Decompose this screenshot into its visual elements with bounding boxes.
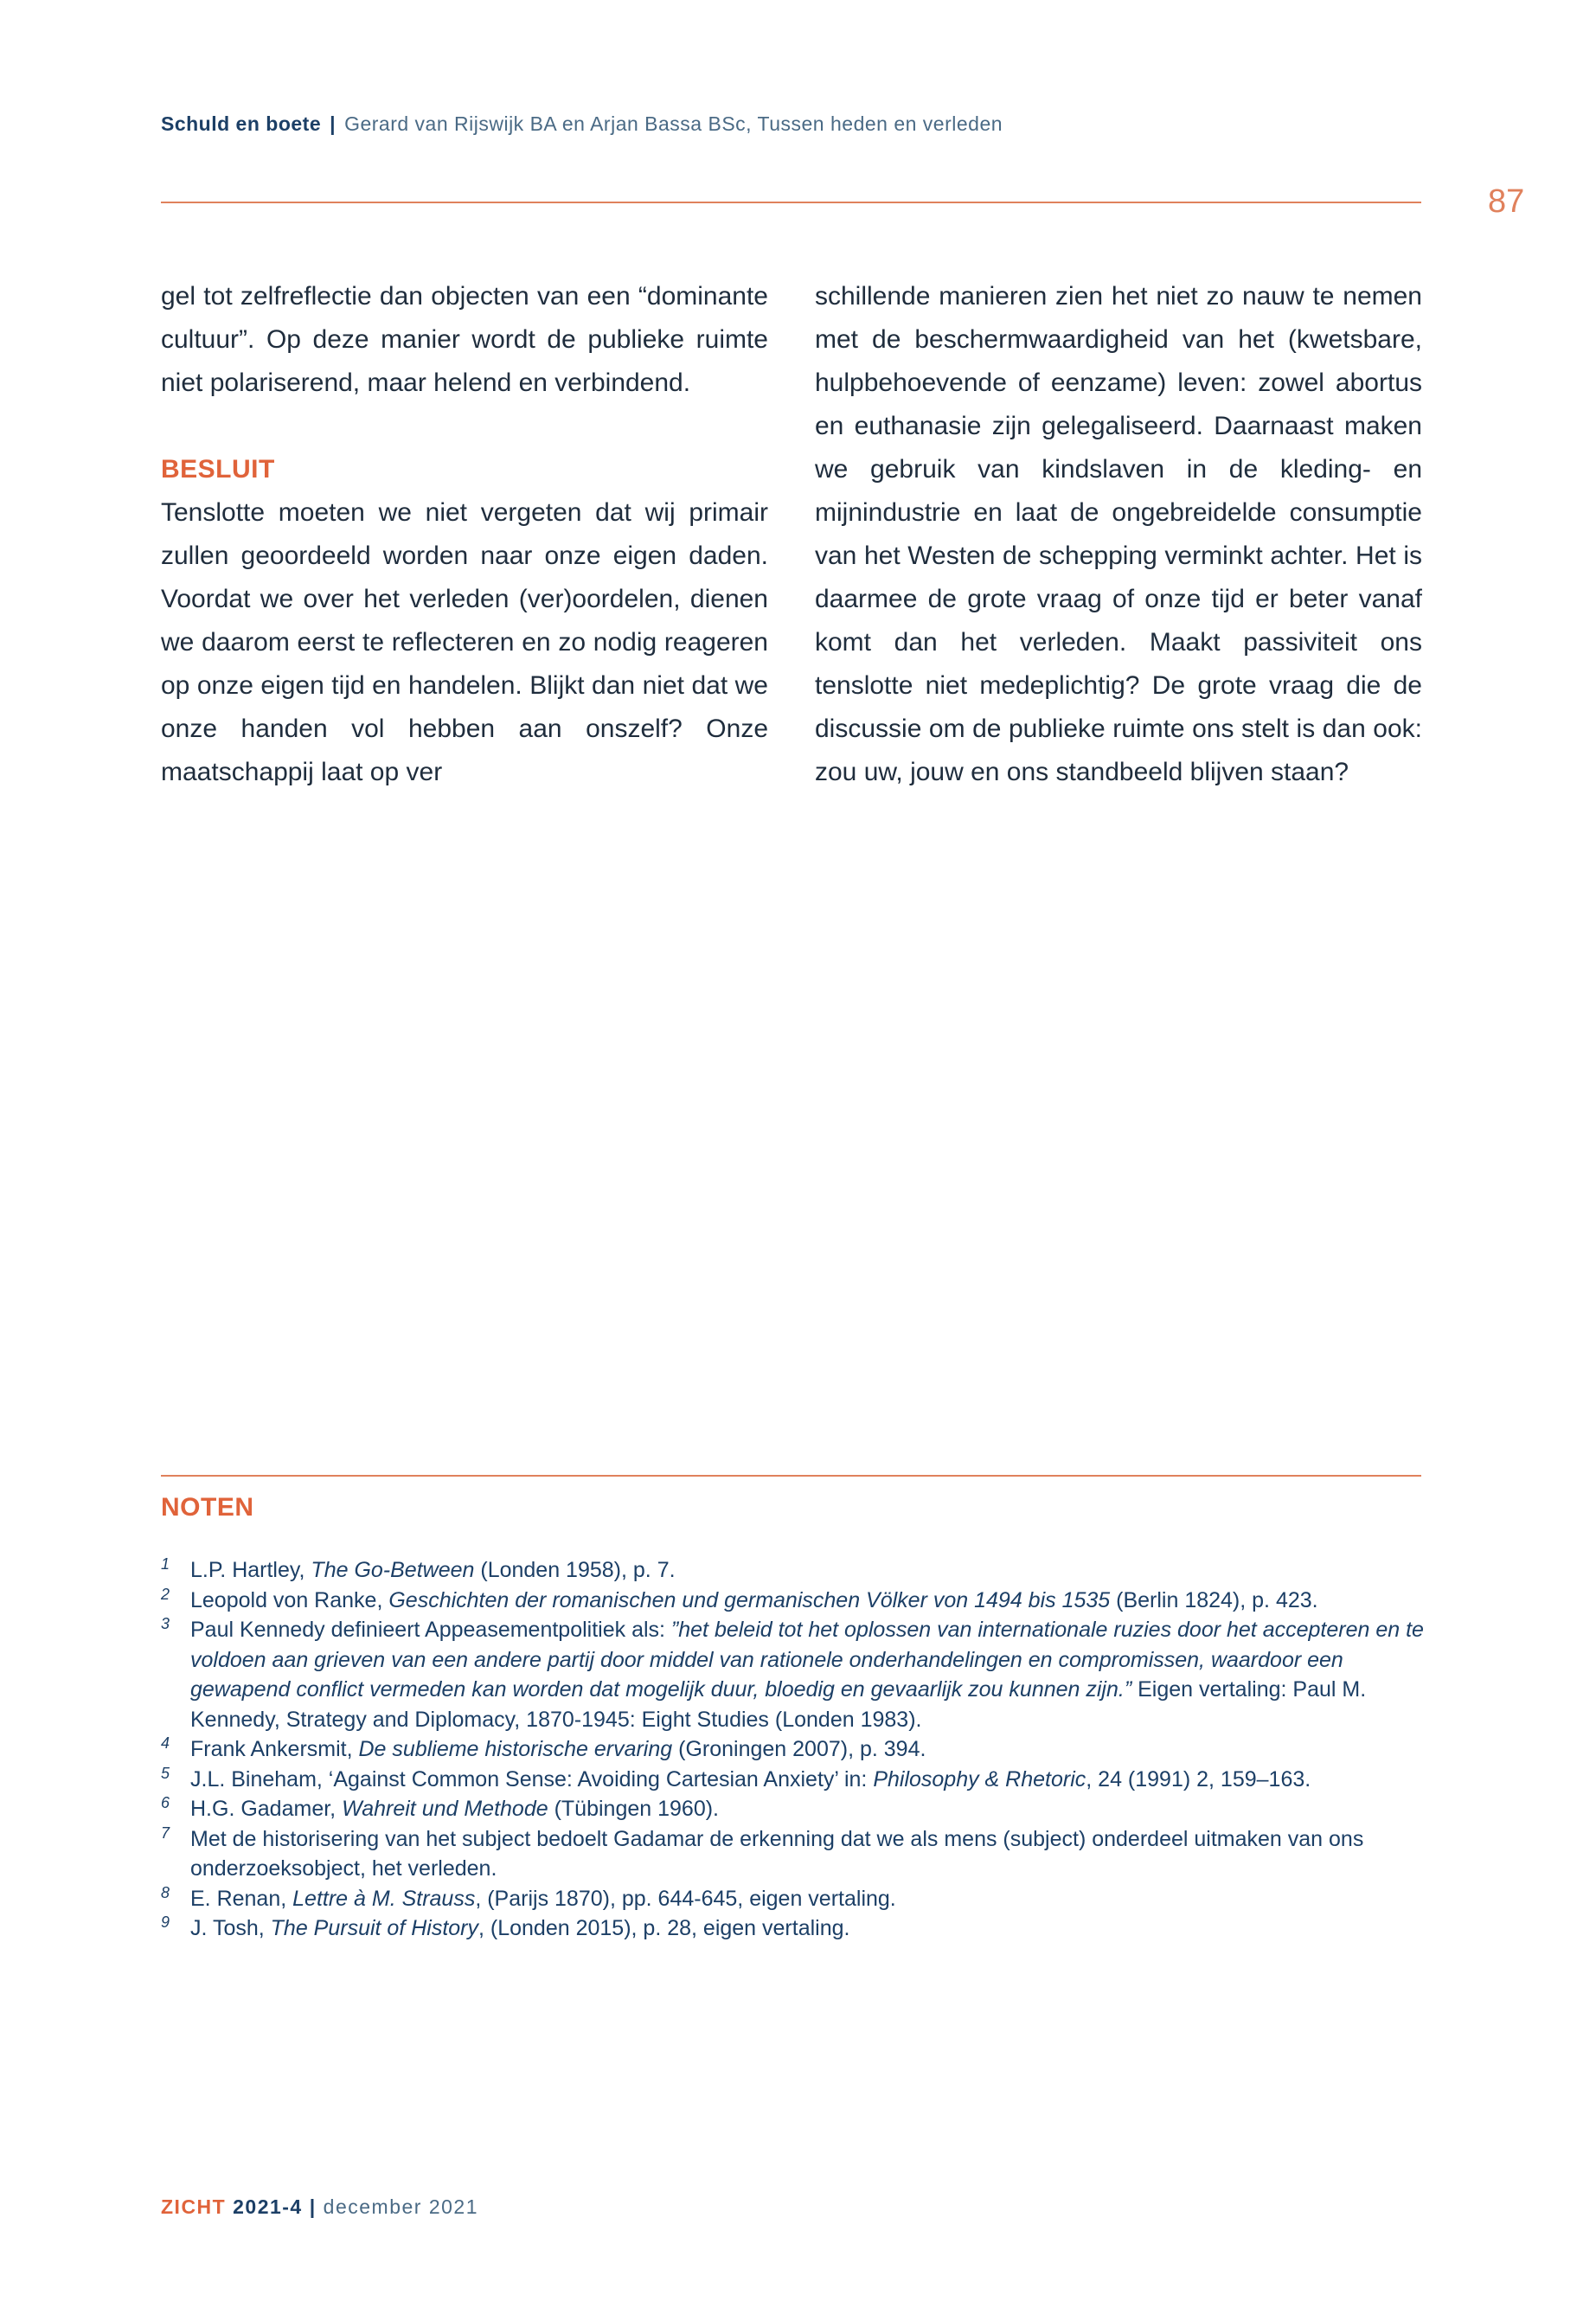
note-text-end: (Groningen 2007), p. 394. — [672, 1737, 926, 1761]
note-number: 7 — [161, 1823, 170, 1842]
note-text: Frank Ankersmit, — [190, 1737, 359, 1761]
note-text: Paul Kennedy definieert Appeasementpolitiek als: — [190, 1618, 671, 1642]
header-separator: | — [330, 112, 337, 135]
note-item — [161, 1824, 1424, 1884]
note-text: Met de historisering van het subject bedoelt Gadamar de erkenning dat we als mens (subject) onderdeel uitmaken van ons onderzoeksobject, het verleden. — [190, 1826, 1364, 1881]
note-text: J. Tosh, — [190, 1916, 271, 1940]
notes-rule — [161, 1475, 1421, 1477]
note-number: 2 — [161, 1585, 170, 1603]
left-column — [161, 275, 768, 794]
footer — [161, 2195, 478, 2219]
footer-date: december 2021 — [323, 2195, 479, 2218]
note-text: L.P. Hartley, — [190, 1558, 311, 1582]
note-text-end: , (Londen 2015), p. 28, eigen vertaling. — [478, 1916, 850, 1940]
note-item — [161, 1765, 1424, 1795]
note-text-end: (Berlin 1824), p. 423. — [1110, 1587, 1318, 1612]
note-number: 4 — [161, 1734, 170, 1752]
note-italic: Philosophy & Rhetoric — [873, 1766, 1086, 1791]
note-italic: De sublieme historische ervaring — [358, 1737, 673, 1761]
right-column — [815, 275, 1422, 794]
note-number: 1 — [161, 1555, 170, 1573]
note-text-end: Eigen vertaling: Paul M. Kennedy, Strategy and Diplomacy, 1870-1945: Eight Studies (Londen 1983). — [190, 1677, 1367, 1732]
note-item — [161, 1615, 1424, 1734]
note-italic: ”het beleid tot het oplossen van internationale ruzies door het accepteren en te voldoen aan grieven van een andere partij door middel van rationele onderhandelingen en compromissen, waardoor een gewapend conflict vermeden kan worden dat mogelijk duur, bloedig en gevaarlijk zou kunnen zijn.” — [190, 1618, 1424, 1702]
header-authors: Gerard van Rijswijk BA en Arjan Bassa BSc, Tussen heden en verleden — [344, 112, 1003, 135]
note-item — [161, 1555, 1424, 1586]
note-italic: Geschichten der romanischen und germanischen Völker von 1494 bis 1535 — [388, 1587, 1111, 1612]
note-number: 5 — [161, 1764, 170, 1782]
note-text-end: , (Parijs 1870), pp. 644-645, eigen vertaling. — [475, 1886, 896, 1911]
note-italic: Wahreit und Methode — [342, 1797, 548, 1821]
footer-separator: | — [309, 2195, 317, 2218]
note-number: 9 — [161, 1913, 170, 1931]
note-text: J.L. Bineham, ‘Against Common Sense: Avoiding Cartesian Anxiety’ in: — [190, 1766, 874, 1791]
note-italic: The Go-Between — [311, 1558, 475, 1582]
notes-heading: NOTEN — [161, 1493, 254, 1522]
note-text-end: (Tübingen 1960). — [548, 1797, 719, 1821]
page-number: 87 — [1488, 183, 1525, 220]
note-item — [161, 1586, 1424, 1616]
footer-magazine: ZICHT — [161, 2195, 227, 2218]
note-item — [161, 1884, 1424, 1914]
note-text-end: , 24 (1991) 2, 159–163. — [1086, 1766, 1311, 1791]
left-paragraph-1: gel tot zelfreflectie dan objecten van een “dominante cultuur”. Op deze manier wordt de publieke ruimte niet polariserend, maar helend en verbindend. — [161, 282, 768, 397]
note-italic: The Pursuit of History — [270, 1916, 478, 1940]
left-paragraph-2: Tenslotte moeten we niet vergeten dat wij primair zullen geoordeeld worden naar onze eigen daden. Voordat we over het verleden (ver)oordelen, dienen we daarom eerst te reflecteren en zo nodig reageren op onze eigen tijd en handelen. Blijkt dan niet dat we onze handen vol hebben aan onszelf? Onze maatschappij laat op ver — [161, 498, 768, 786]
note-text: Leopold von Ranke, — [190, 1587, 389, 1612]
note-text-end: (Londen 1958), p. 7. — [474, 1558, 676, 1582]
right-paragraph-1: schillende manieren zien het niet zo nauw te nemen met de beschermwaardigheid van het (kwetsbare, hulpbehoevende of eenzame) leven: zowel abortus en euthanasie zijn gelegaliseerd. Daarnaast maken we gebruik van kindslaven in de kleding- en mijnindustrie en laat de ongebreidelde consumptie van het Westen de schepping verminkt achter. Het is daarmee de grote vraag of onze tijd er beter vanaf komt dan het verleden. Maakt passiviteit ons tenslotte niet medeplichtig? De grote vraag die de discussie om de publieke ruimte ons stelt is dan ook: zou uw, jouw en ons standbeeld blijven staan? — [815, 282, 1422, 786]
note-number: 3 — [161, 1615, 170, 1632]
header-title: Schuld en boete — [161, 112, 322, 135]
notes-list — [161, 1555, 1424, 1944]
note-item — [161, 1734, 1424, 1765]
header-rule — [161, 202, 1421, 203]
footer-issue: 2021-4 — [233, 2195, 303, 2218]
note-number: 8 — [161, 1883, 170, 1901]
note-number: 6 — [161, 1794, 170, 1811]
note-item — [161, 1913, 1424, 1944]
note-text: H.G. Gadamer, — [190, 1797, 343, 1821]
section-heading-besluit: BESLUIT — [161, 455, 275, 484]
note-text: E. Renan, — [190, 1886, 293, 1911]
note-italic: Lettre à M. Strauss — [292, 1886, 476, 1911]
note-item — [161, 1794, 1424, 1824]
running-header — [161, 112, 1003, 136]
